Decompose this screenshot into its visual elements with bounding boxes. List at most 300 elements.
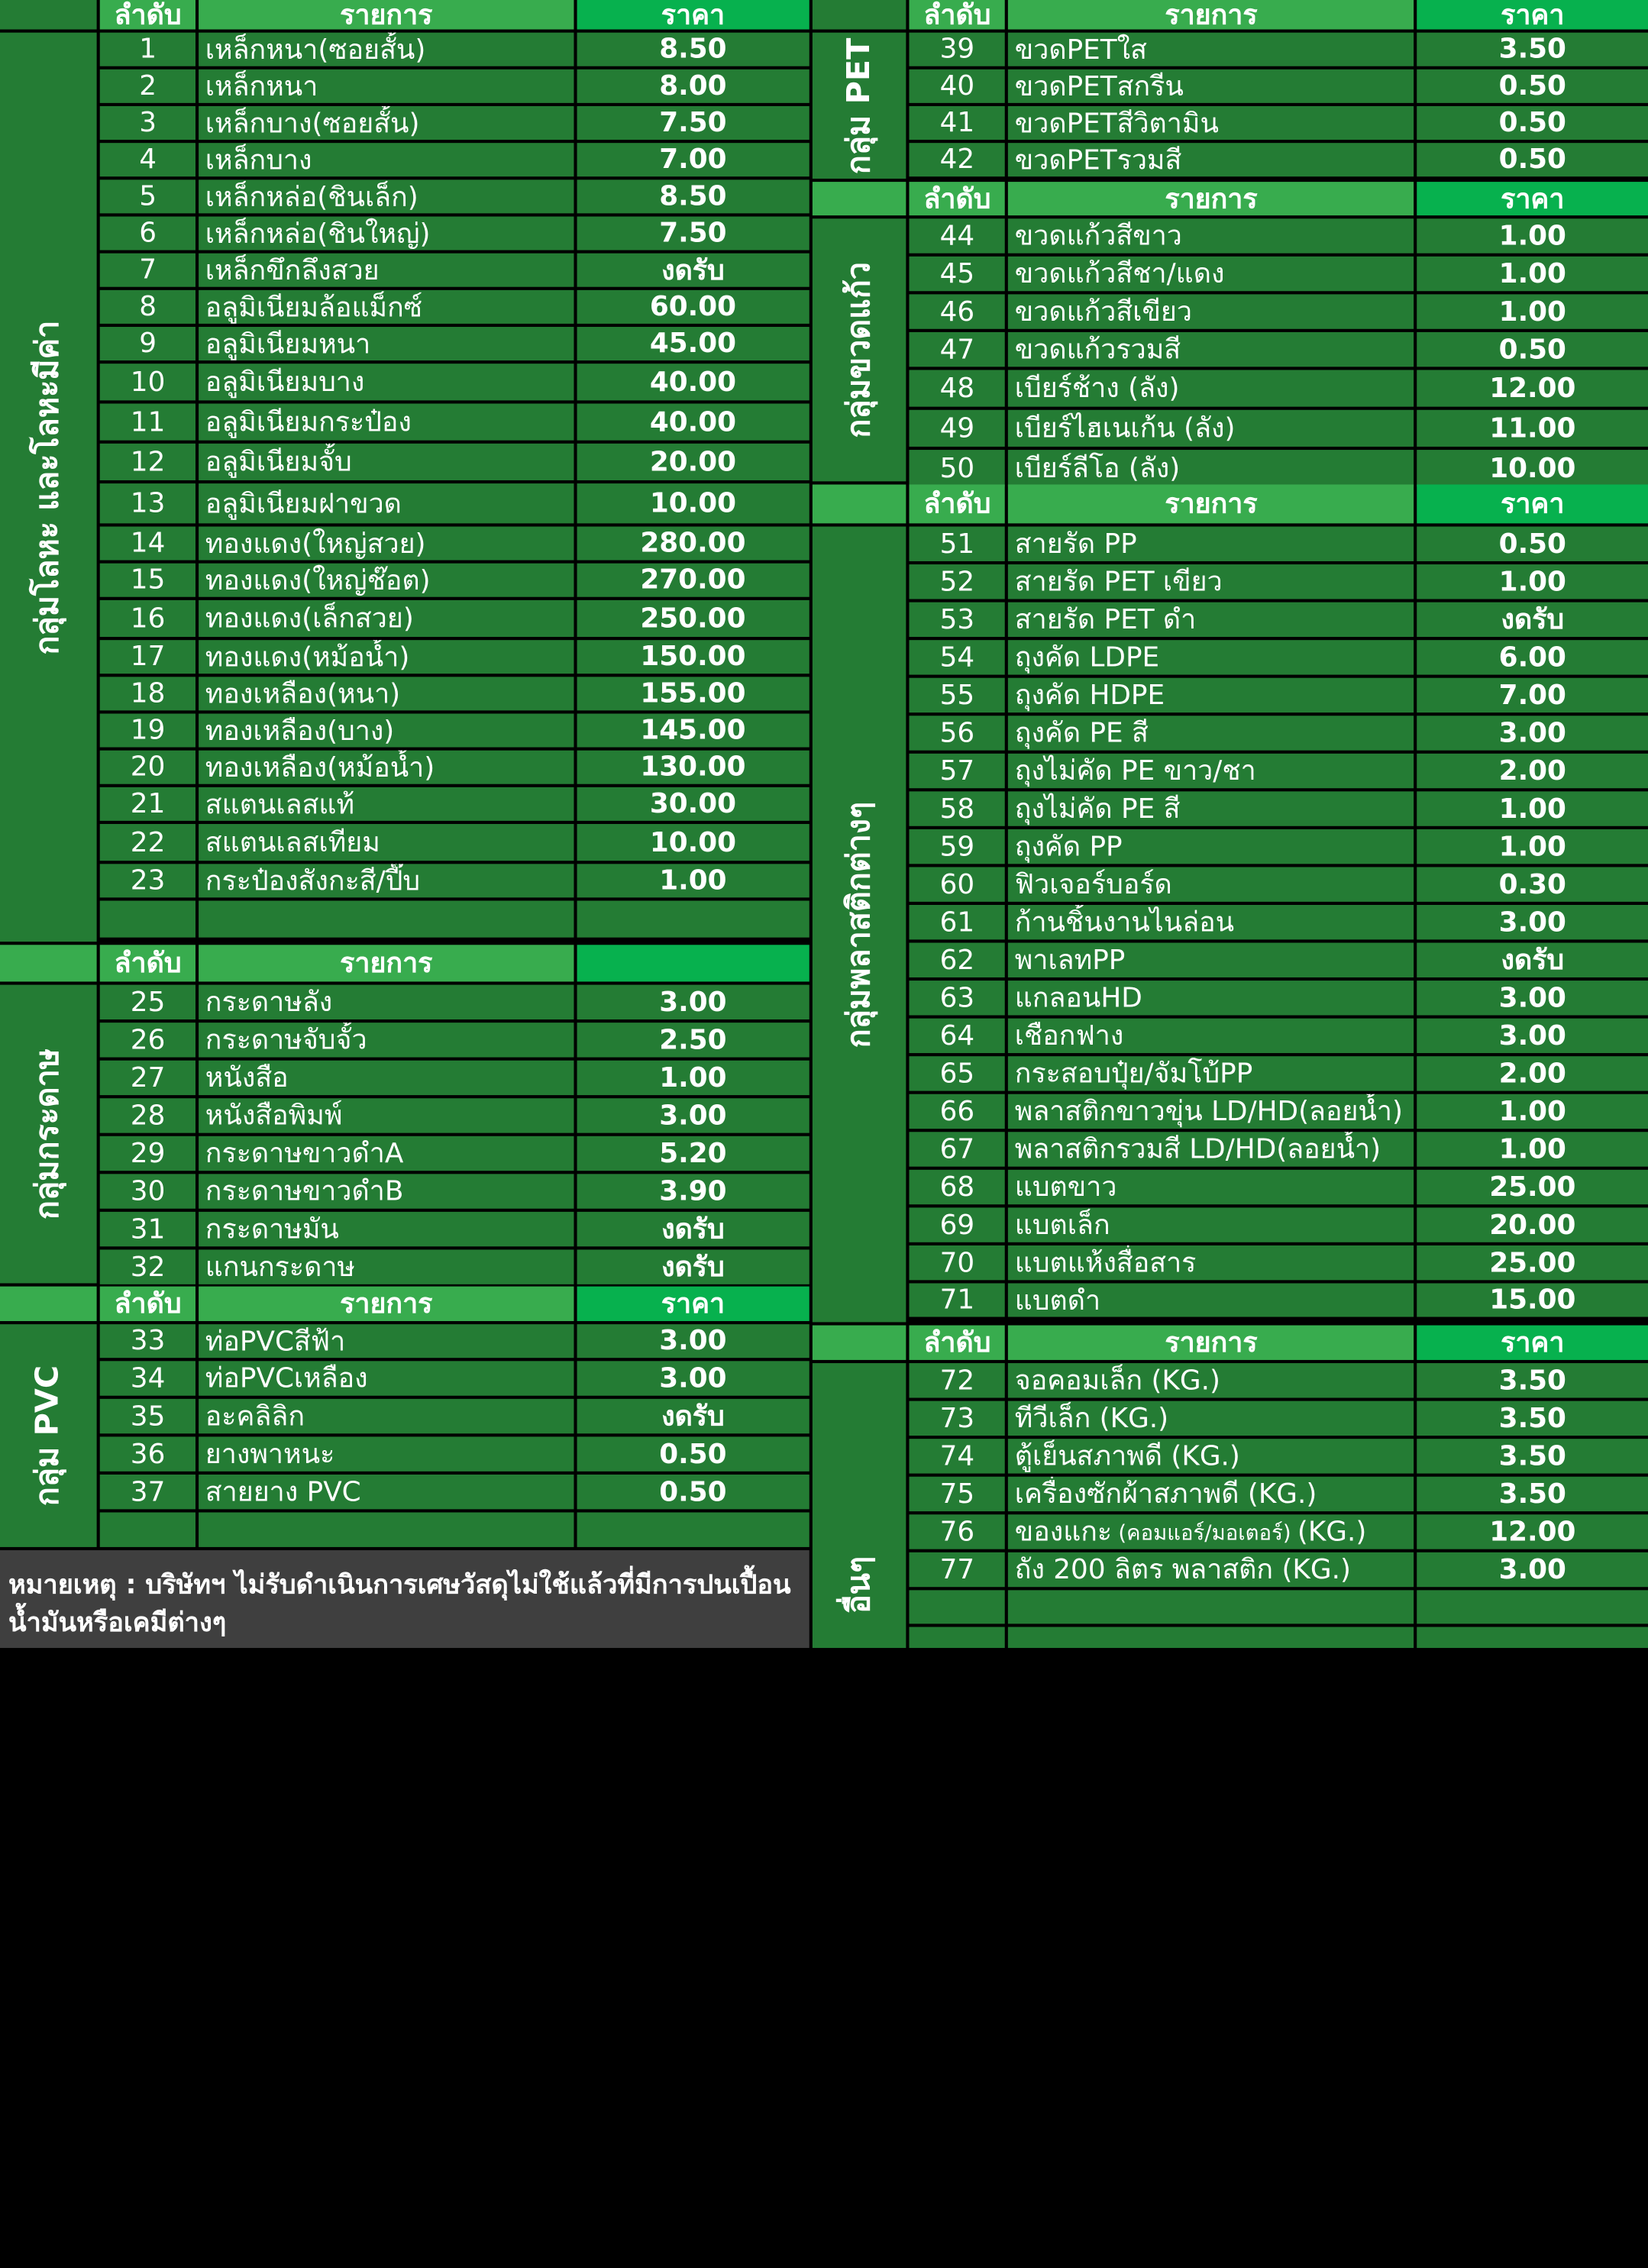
glass-group [813,182,1648,485]
row-item-name: ขวดแก้วสีเขียว [1009,294,1414,328]
table-row [100,69,809,103]
header-no: ลำดับ [909,1326,1005,1360]
row-price: 0.50 [577,1436,809,1471]
row-number: 56 [909,716,1005,750]
row-price: 1.00 [1417,791,1648,825]
row-item-name: อลูมิเนียมล้อแม็กซ์ [199,290,574,324]
row-number: 16 [100,600,196,637]
row-number: 77 [909,1552,1005,1587]
header-price: ราคา [577,1287,809,1321]
row-number: 59 [909,829,1005,864]
row-number: 69 [909,1207,1005,1242]
row-price: 3.00 [1417,981,1648,1015]
row-item-name: อลูมิเนียมบาง [199,363,574,400]
row-item-name: ฟิวเจอร์บอร์ด [1009,867,1414,901]
table-row [100,864,809,897]
row-price: 1.00 [1417,257,1648,291]
header-price: ราคา [1417,484,1648,523]
row-number: 30 [100,1174,196,1208]
header-item: รายการ [1009,0,1414,30]
row-price: 0.50 [1417,106,1648,140]
row-item-name: พลาสติกขาวขุ่น LD/HD(ลอยน้ำ) [1009,1094,1414,1129]
table-row [100,714,809,748]
table-row [100,403,809,440]
row-item-name: อลูมิเนียมกระป๋อง [199,403,574,440]
row-item-name: ยางพาหนะ [199,1436,574,1471]
column-header-row [909,0,1648,30]
row-item-name: เหล็กบาง [199,143,574,176]
row-price: 3.00 [577,1098,809,1132]
plastic-group [813,484,1648,1322]
paper-header-spacer [0,945,97,981]
table-row [100,1324,809,1358]
row-price: 6.00 [1417,640,1648,674]
row-price: 7.50 [577,106,809,140]
row-item-name: อลูมิเนียมจั้บ [199,444,574,480]
row-number: 65 [909,1056,1005,1090]
row-price: 0.50 [577,1475,809,1509]
metal-group [0,33,809,942]
row-item-name: ถุงคัด PE สี [1009,716,1414,750]
row-item-name: กระดาษมัน [199,1212,574,1246]
row-item-name [1009,1514,1414,1549]
row-price [577,900,809,937]
row-price: 3.50 [1417,1439,1648,1473]
row-price: 3.00 [577,1324,809,1358]
table-row [909,1094,1648,1129]
row-number: 5 [100,179,196,213]
row-item-name: กระสอบปุ๋ย/จัมโบ้PP [1009,1056,1414,1090]
row-price [577,1512,809,1546]
row-price: 3.00 [577,985,809,1019]
row-item-name: สายยาง PVC [199,1475,574,1509]
table-row [909,332,1648,367]
table-row [100,640,809,674]
row-price: 12.00 [1417,370,1648,406]
row-item-name: เหล็กบาง(ซอยสั้น) [199,106,574,140]
row-item-name: แบตแห้งสื่อสาร [1009,1245,1414,1280]
row-number: 23 [100,864,196,897]
row-price: 1.00 [1417,829,1648,864]
row-price: 3.50 [1417,1477,1648,1511]
row-item-name [1009,1627,1414,1649]
row-item-name: กระดาษขาวดำB [199,1174,574,1208]
table-row [100,363,809,400]
row-item-name: อลูมิเนียมหนา [199,327,574,360]
header-no: ลำดับ [909,182,1005,215]
table-row [100,1399,809,1433]
group-label-text: กลุ่มกระดาษ [29,1048,66,1220]
row-item-name: สายรัด PET ดำ [1009,603,1414,637]
row-item-name: ขวดPETสกรีน [1009,69,1414,103]
row-number: 55 [909,678,1005,712]
column-header-row [100,945,809,981]
row-item-name: เหล็กหล่อ(ชินใหญ่) [199,217,574,250]
row-price: 130.00 [577,751,809,784]
row-number: 71 [909,1283,1005,1317]
row-price: 1.00 [577,1061,809,1095]
table-row [909,905,1648,939]
table-row [909,716,1648,750]
row-price: 15.00 [1417,1283,1648,1317]
other-group [813,1326,1648,1649]
row-number: 62 [909,943,1005,977]
row-number: 73 [909,1401,1005,1436]
header-no: ลำดับ [100,0,196,30]
pvc-header-spacer [0,1287,97,1321]
row-price: 12.00 [1417,1514,1648,1549]
table-row [100,143,809,176]
row-number: 4 [100,143,196,176]
row-item-name: ทองแดง(เล็กสวย) [199,600,574,637]
group-label [813,1363,906,1648]
row-item-name: สายรัด PP [1009,527,1414,561]
row-number: 48 [909,370,1005,406]
row-number: 74 [909,1439,1005,1473]
row-price: 40.00 [577,363,809,400]
table-row [100,1512,809,1546]
group-label [0,985,97,1284]
row-price: 2.50 [577,1023,809,1057]
row-item-name: พลาสติกรวมสี LD/HD(ลอยน้ำ) [1009,1132,1414,1166]
row-price: 2.00 [1417,754,1648,788]
header-item: รายการ [1009,1326,1414,1360]
row-number: 50 [909,450,1005,486]
table-row [100,985,809,1019]
table-row [100,1098,809,1132]
row-item-name [199,900,574,937]
table-row [909,1170,1648,1204]
plastic-rows [909,484,1648,1317]
note-text: หมายเหตุ : บริษัทฯ ไม่รับดำเนินการเศษวัสดุไม่ใช้แล้วที่มีการปนเปื้อนน้ำมันหรือเคมีต่างๆ [0,1550,809,1648]
table-row [909,1401,1648,1436]
row-price: 3.00 [1417,1552,1648,1587]
row-number: 53 [909,603,1005,637]
row-price: 11.00 [1417,410,1648,447]
table-row [909,1627,1648,1649]
row-price: 5.20 [577,1136,809,1171]
table-row [909,981,1648,1015]
row-item-name: สแตนเลสเทียม [199,824,574,861]
row-price: 3.50 [1417,33,1648,66]
table-row [100,824,809,861]
row-item-name-unit: (KG.) [1297,1516,1367,1548]
row-price: 0.50 [1417,332,1648,367]
row-number: 39 [909,33,1005,66]
header-item: รายการ [199,0,574,30]
row-number: 44 [909,218,1005,253]
row-price: 20.00 [1417,1207,1648,1242]
row-item-name: หนังสือ [199,1061,574,1095]
table-row [909,829,1648,864]
row-number: 7 [100,254,196,287]
table-row [909,106,1648,140]
table-row [100,787,809,821]
table-row [909,1363,1648,1397]
row-item-name: ขวดแก้วสีขาว [1009,218,1414,253]
row-item-name: กระดาษจับจั้ว [199,1023,574,1057]
header-price: ราคา [1417,1326,1648,1360]
row-number: 61 [909,905,1005,939]
table-row [100,677,809,710]
table-row [909,1477,1648,1511]
row-price: 280.00 [577,527,809,561]
table-row [100,527,809,561]
table-row [100,600,809,637]
table-row [100,254,809,287]
row-price: 1.00 [1417,1132,1648,1166]
table-row [909,527,1648,561]
table-row [909,1245,1648,1280]
row-number: 27 [100,1061,196,1095]
row-number: 6 [100,217,196,250]
row-number [909,1590,1005,1623]
row-price: 25.00 [1417,1170,1648,1204]
row-number: 41 [909,106,1005,140]
row-item-name: ก้านชิ้นงานไนล่อน [1009,905,1414,939]
row-price: 60.00 [577,290,809,324]
row-number: 40 [909,69,1005,103]
row-price: 7.00 [577,143,809,176]
row-item-name: กระป๋องสังกะสี/ปี๊บ [199,864,574,897]
row-number [909,1627,1005,1649]
row-number: 10 [100,363,196,400]
row-price: 270.00 [577,564,809,597]
other-rows [909,1326,1648,1649]
table-row [100,483,809,523]
table-row [100,1212,809,1246]
row-number: 11 [100,403,196,440]
table-row [909,1439,1648,1473]
pet-group [813,33,1648,179]
row-item-name: ถุงไม่คัด PE สี [1009,791,1414,825]
table-row [100,751,809,784]
table-row [909,1132,1648,1166]
table-row [100,106,809,140]
row-item-name: ทองแดง(หม้อน้ำ) [199,640,574,674]
table-row [909,1207,1648,1242]
row-item-name: แบตดำ [1009,1283,1414,1317]
table-row [909,678,1648,712]
row-number: 58 [909,791,1005,825]
row-number: 47 [909,332,1005,367]
header-price [577,945,809,981]
row-price: 2.00 [1417,1056,1648,1090]
table-row [100,1475,809,1509]
table-row [909,294,1648,328]
row-number: 64 [909,1019,1005,1053]
row-number: 35 [100,1399,196,1433]
left-top-header-spacer [0,0,97,30]
row-item-name: ขวดPETสีวิตามิน [1009,106,1414,140]
row-price: 3.50 [1417,1363,1648,1397]
row-number: 34 [100,1361,196,1395]
table-row [100,1436,809,1471]
row-item-name: ขวดPETใส [1009,33,1414,66]
row-number: 51 [909,527,1005,561]
row-number: 3 [100,106,196,140]
right-top-header [813,0,1648,30]
row-price: 3.50 [1417,1401,1648,1436]
table-row [100,900,809,937]
header-item: รายการ [1009,182,1414,215]
row-item-name: ถุงคัด LDPE [1009,640,1414,674]
table-row [909,69,1648,103]
table-row [909,218,1648,253]
group-label [813,33,906,179]
row-item-name: ขวดPETรวมสี [1009,143,1414,176]
row-price: งดรับ [1417,943,1648,977]
row-item-name: ขวดแก้วสีชา/แดง [1009,257,1414,291]
group-label [813,527,906,1323]
row-number: 33 [100,1324,196,1358]
row-number: 49 [909,410,1005,447]
row-item-name: ทองเหลือง(บาง) [199,714,574,748]
row-number: 42 [909,143,1005,176]
table-row [909,791,1648,825]
row-item-name: อลูมิเนียมฝาขวด [199,483,574,523]
row-price [1417,1590,1648,1623]
table-row [100,1249,809,1284]
table-row [909,1552,1648,1587]
row-item-name: แบตขาว [1009,1170,1414,1204]
row-price: งดรับ [577,1212,809,1246]
table-row [100,179,809,213]
row-price: 1.00 [577,864,809,897]
row-item-name [199,1512,574,1546]
table-row [909,603,1648,637]
header-price: ราคา [1417,0,1648,30]
pvc-rows [100,1287,809,1547]
group-label [813,218,906,481]
row-price: 155.00 [577,677,809,710]
row-price: 3.90 [577,1174,809,1208]
table-row [100,1023,809,1057]
row-number: 17 [100,640,196,674]
group-label [0,1324,97,1547]
row-number: 60 [909,867,1005,901]
row-price: 1.00 [1417,564,1648,599]
row-price: 10.00 [577,824,809,861]
header-no: ลำดับ [100,945,196,981]
table-row [909,564,1648,599]
row-item-name: ทองแดง(ใหญ่ช๊อต) [199,564,574,597]
column-header-row [909,182,1648,215]
table-row [909,1019,1648,1053]
row-price: 150.00 [577,640,809,674]
row-price: 8.50 [577,33,809,66]
row-item-name: ตู้เย็นสภาพดี (KG.) [1009,1439,1414,1473]
row-price: 3.00 [1417,905,1648,939]
table-row [909,1056,1648,1090]
row-item-name: เชือกฟาง [1009,1019,1414,1053]
row-item-name [1009,1590,1414,1623]
table-row [100,217,809,250]
row-item-name: ทองเหลือง(หนา) [199,677,574,710]
other-header-spacer [813,1326,906,1360]
table-row [909,1283,1648,1317]
row-price: 1.00 [1417,1094,1648,1129]
row-price: 3.00 [1417,716,1648,750]
row-item-name: แบตเล็ก [1009,1207,1414,1242]
table-row [909,943,1648,977]
row-price: 3.00 [577,1361,809,1395]
row-item-name: ขวดแก้วรวมสี [1009,332,1414,367]
column-header-row [100,0,809,30]
row-number: 20 [100,751,196,784]
row-price: 7.50 [577,217,809,250]
row-number: 8 [100,290,196,324]
row-number: 28 [100,1098,196,1132]
row-number: 63 [909,981,1005,1015]
row-number: 52 [909,564,1005,599]
row-number [100,900,196,937]
row-number: 29 [100,1136,196,1171]
metal-rows [100,33,809,938]
row-item-name: หนังสือพิมพ์ [199,1098,574,1132]
row-price: 40.00 [577,403,809,440]
row-item-name-detail: (คอมแอร์/มอเตอร์) [1118,1519,1291,1545]
paper-group [0,945,809,1283]
row-price: 0.50 [1417,143,1648,176]
row-item-name: กระดาษลัง [199,985,574,1019]
row-number: 25 [100,985,196,1019]
row-item-name: แกนกระดาษ [199,1249,574,1284]
row-price: 25.00 [1417,1245,1648,1280]
row-item-name-main: ของแกะ [1014,1517,1113,1549]
pet-rows [909,33,1648,177]
row-number: 45 [909,257,1005,291]
header-no: ลำดับ [909,0,1005,30]
plastic-header-spacer [813,484,906,523]
row-price: 3.00 [1417,1019,1648,1053]
row-number: 76 [909,1514,1005,1549]
table-row [909,33,1648,66]
glass-header-spacer [813,182,906,215]
glass-rows [909,182,1648,486]
table-row [909,1590,1648,1623]
row-price: งดรับ [577,1399,809,1433]
row-price: 8.50 [577,179,809,213]
column-header-row [100,1287,809,1321]
row-item-name: สแตนเลสแท้ [199,787,574,821]
row-item-name: เบียร์ลีโอ (ลัง) [1009,450,1414,486]
row-price: 30.00 [577,787,809,821]
table-row [100,564,809,597]
row-number: 31 [100,1212,196,1246]
row-item-name: เหล็กหนา(ซอยสั้น) [199,33,574,66]
row-item-name: เหล็กหล่อ(ชินเล็ก) [199,179,574,213]
row-price: 8.00 [577,69,809,103]
pvc-group [0,1287,809,1547]
row-number: 68 [909,1170,1005,1204]
group-label [0,33,97,942]
row-number: 70 [909,1245,1005,1280]
group-label-text: กลุ่มโลหะ และโลหะมีค่า [29,320,66,654]
header-no: ลำดับ [100,1287,196,1321]
row-number: 32 [100,1249,196,1284]
table-row [100,290,809,324]
row-number: 54 [909,640,1005,674]
header-item: รายการ [1009,484,1414,523]
row-item-name: เหล็กขึกลึงสวย [199,254,574,287]
row-number [100,1512,196,1546]
row-price: 1.00 [1417,218,1648,253]
row-number: 36 [100,1436,196,1471]
column-header-row [909,484,1648,523]
row-item-name: ทีวีเล็ก (KG.) [1009,1401,1414,1436]
row-price: 1.00 [1417,294,1648,328]
